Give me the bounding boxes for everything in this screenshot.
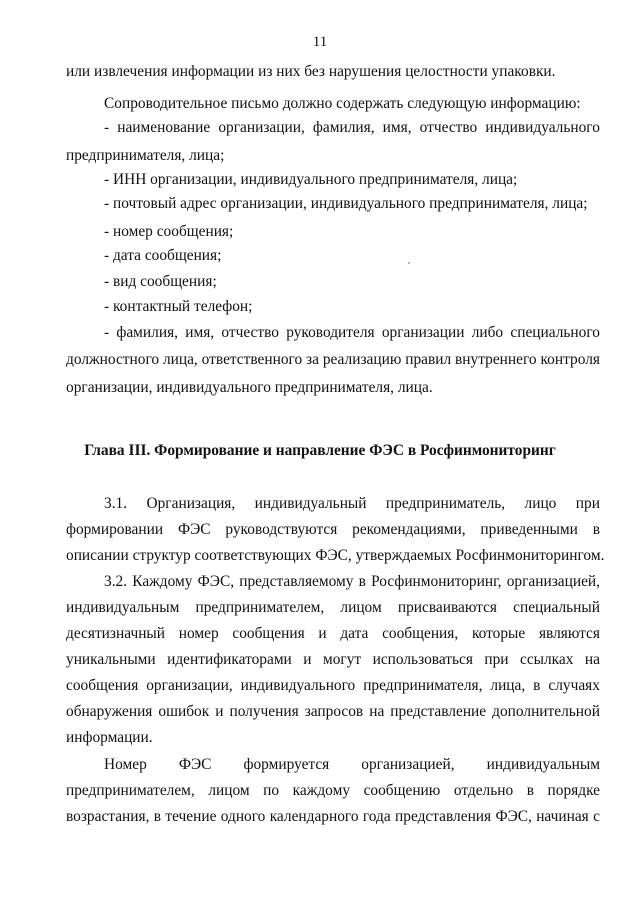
word: представляемому <box>239 573 354 590</box>
word: организацией, <box>361 756 455 773</box>
word: лица, <box>162 351 198 368</box>
word: в <box>592 521 600 538</box>
word: при <box>484 651 509 668</box>
word: имя, <box>185 324 215 341</box>
word: индивидуальный <box>254 495 367 512</box>
word: индивидуальным <box>66 599 180 616</box>
word: по <box>263 782 280 799</box>
word: организации, <box>218 119 305 136</box>
word: и <box>215 703 224 720</box>
word: использоваться <box>372 651 473 668</box>
text-line: - почтовый адрес организации, индивидуального предпринимателя, лица; <box>104 195 588 212</box>
word: Каждому <box>132 573 193 590</box>
word: Организация, <box>146 495 236 512</box>
text-line: или извлечения информации из них без нарушения целостности упаковки. <box>66 63 556 80</box>
word: представление <box>390 703 487 720</box>
text-line <box>66 676 600 696</box>
word: одного <box>220 808 266 825</box>
word: лицо <box>524 495 557 512</box>
word: организации, <box>146 677 233 694</box>
word: ошибок <box>158 703 210 720</box>
word: 3.1. <box>104 495 128 512</box>
word: предпринимателем, <box>66 782 195 799</box>
chapter-heading: Глава III. Формирование и направление ФЭС в Росфинмониторинг <box>84 442 556 459</box>
word: являются <box>538 625 600 642</box>
word: ссылках <box>520 651 574 668</box>
word: организацией, <box>506 573 600 590</box>
word: ФЭС <box>178 756 212 773</box>
word: на <box>584 651 600 668</box>
word: которые <box>471 625 526 642</box>
text-line <box>104 494 600 514</box>
word: наименование <box>117 119 211 136</box>
text-line <box>66 781 600 801</box>
word: ФЭС, <box>197 573 235 590</box>
word: лица, <box>490 677 526 694</box>
word: предпринимателя, <box>363 677 483 694</box>
word: Номер <box>104 756 147 773</box>
word: специального <box>510 324 600 341</box>
text-line: - номер сообщения; <box>104 223 234 240</box>
word: дата <box>340 625 369 642</box>
word: сообщению <box>363 782 441 799</box>
word: отчество <box>221 324 279 341</box>
word: индивидуального <box>240 677 356 694</box>
word: фамилия, <box>116 324 178 341</box>
word: предприниматель, <box>385 495 506 512</box>
word: номер <box>178 625 219 642</box>
word: в <box>526 782 534 799</box>
text-line: информации. <box>66 729 153 746</box>
word: дополнительной <box>492 703 600 720</box>
word: внутреннего <box>455 351 537 368</box>
word: каждому <box>292 782 351 799</box>
text-line <box>66 624 600 644</box>
word: рекомендациями, <box>352 521 466 538</box>
word: на <box>369 703 385 720</box>
word: сообщения, <box>382 625 459 642</box>
text-line <box>66 520 600 540</box>
word: лицом <box>208 782 250 799</box>
word: приведенными <box>480 521 578 538</box>
text-line <box>66 350 600 370</box>
word: либо <box>471 324 504 341</box>
word: - <box>104 119 110 136</box>
word: Росфинмониторинг, <box>371 573 502 590</box>
word: при <box>575 495 600 512</box>
word: ФЭС <box>177 521 211 538</box>
word: сообщения <box>232 625 305 642</box>
word: течение <box>165 808 217 825</box>
text-line <box>66 650 600 670</box>
word: могут <box>322 651 362 668</box>
word: в <box>358 573 366 590</box>
word: и <box>303 651 312 668</box>
word: получения <box>229 703 299 720</box>
word: идентификаторами <box>167 651 292 668</box>
word: фамилия, <box>312 119 375 136</box>
text-line: предпринимателя, лица; <box>66 147 225 164</box>
word: в <box>153 808 162 825</box>
word: формируется <box>243 756 330 773</box>
word: начиная <box>536 808 589 825</box>
word: индивидуального <box>485 119 600 136</box>
word: руководителя <box>286 324 375 341</box>
word: запросов <box>304 703 364 720</box>
word: ответственного <box>201 351 303 368</box>
word: предпринимателем, <box>195 599 325 616</box>
word: возрастания, <box>66 808 150 825</box>
text-line <box>104 323 600 343</box>
text-line: описании структур соответствующих ФЭС, утверждаемых Росфинмониторингом. <box>66 547 605 564</box>
word: специальный <box>513 599 600 616</box>
text-line: Сопроводительное письмо должно содержать следующую информацию: <box>104 95 581 112</box>
text-line <box>66 598 600 618</box>
word: должностного <box>66 351 160 368</box>
text-line: - вид сообщения; <box>104 273 217 290</box>
word: формировании <box>66 521 164 538</box>
word: и <box>318 625 327 642</box>
text-line: организации, индивидуального предпринимателя, лица. <box>66 379 433 396</box>
text-line: - ИНН организации, индивидуального предпринимателя, лица; <box>104 171 518 188</box>
word: года <box>362 808 391 825</box>
word: индивидуальным <box>486 756 600 773</box>
word: календарного <box>269 808 359 825</box>
word: присваиваются <box>397 599 497 616</box>
text-line <box>66 807 600 827</box>
word: имя, <box>382 119 412 136</box>
word: сообщения <box>66 677 139 694</box>
text-line: - дата сообщения; <box>104 247 222 264</box>
word: реализацию <box>322 351 402 368</box>
word: организации <box>381 324 465 341</box>
word: представления <box>395 808 492 825</box>
word: уникальными <box>66 651 156 668</box>
text-line <box>104 118 600 138</box>
text-line <box>66 702 600 722</box>
word: правил <box>405 351 452 368</box>
word: обнаружения <box>66 703 153 720</box>
text-line: - контактный телефон; <box>104 298 253 315</box>
page-number: 11 <box>312 34 328 50</box>
text-line <box>104 572 600 592</box>
text-line <box>104 755 600 775</box>
word: с <box>593 808 600 825</box>
word: контроля <box>540 351 600 368</box>
word: случаях <box>548 677 600 694</box>
word: отчество <box>419 119 478 136</box>
word: - <box>104 324 110 341</box>
word: ФЭС, <box>495 808 532 825</box>
word: в <box>533 677 541 694</box>
word: 3.2. <box>104 573 128 590</box>
word: отдельно <box>453 782 514 799</box>
word: порядке <box>547 782 600 799</box>
scan-speck <box>408 262 410 264</box>
word: за <box>306 351 319 368</box>
word: руководствуются <box>225 521 338 538</box>
word: десятизначный <box>66 625 166 642</box>
word: лицом <box>340 599 382 616</box>
